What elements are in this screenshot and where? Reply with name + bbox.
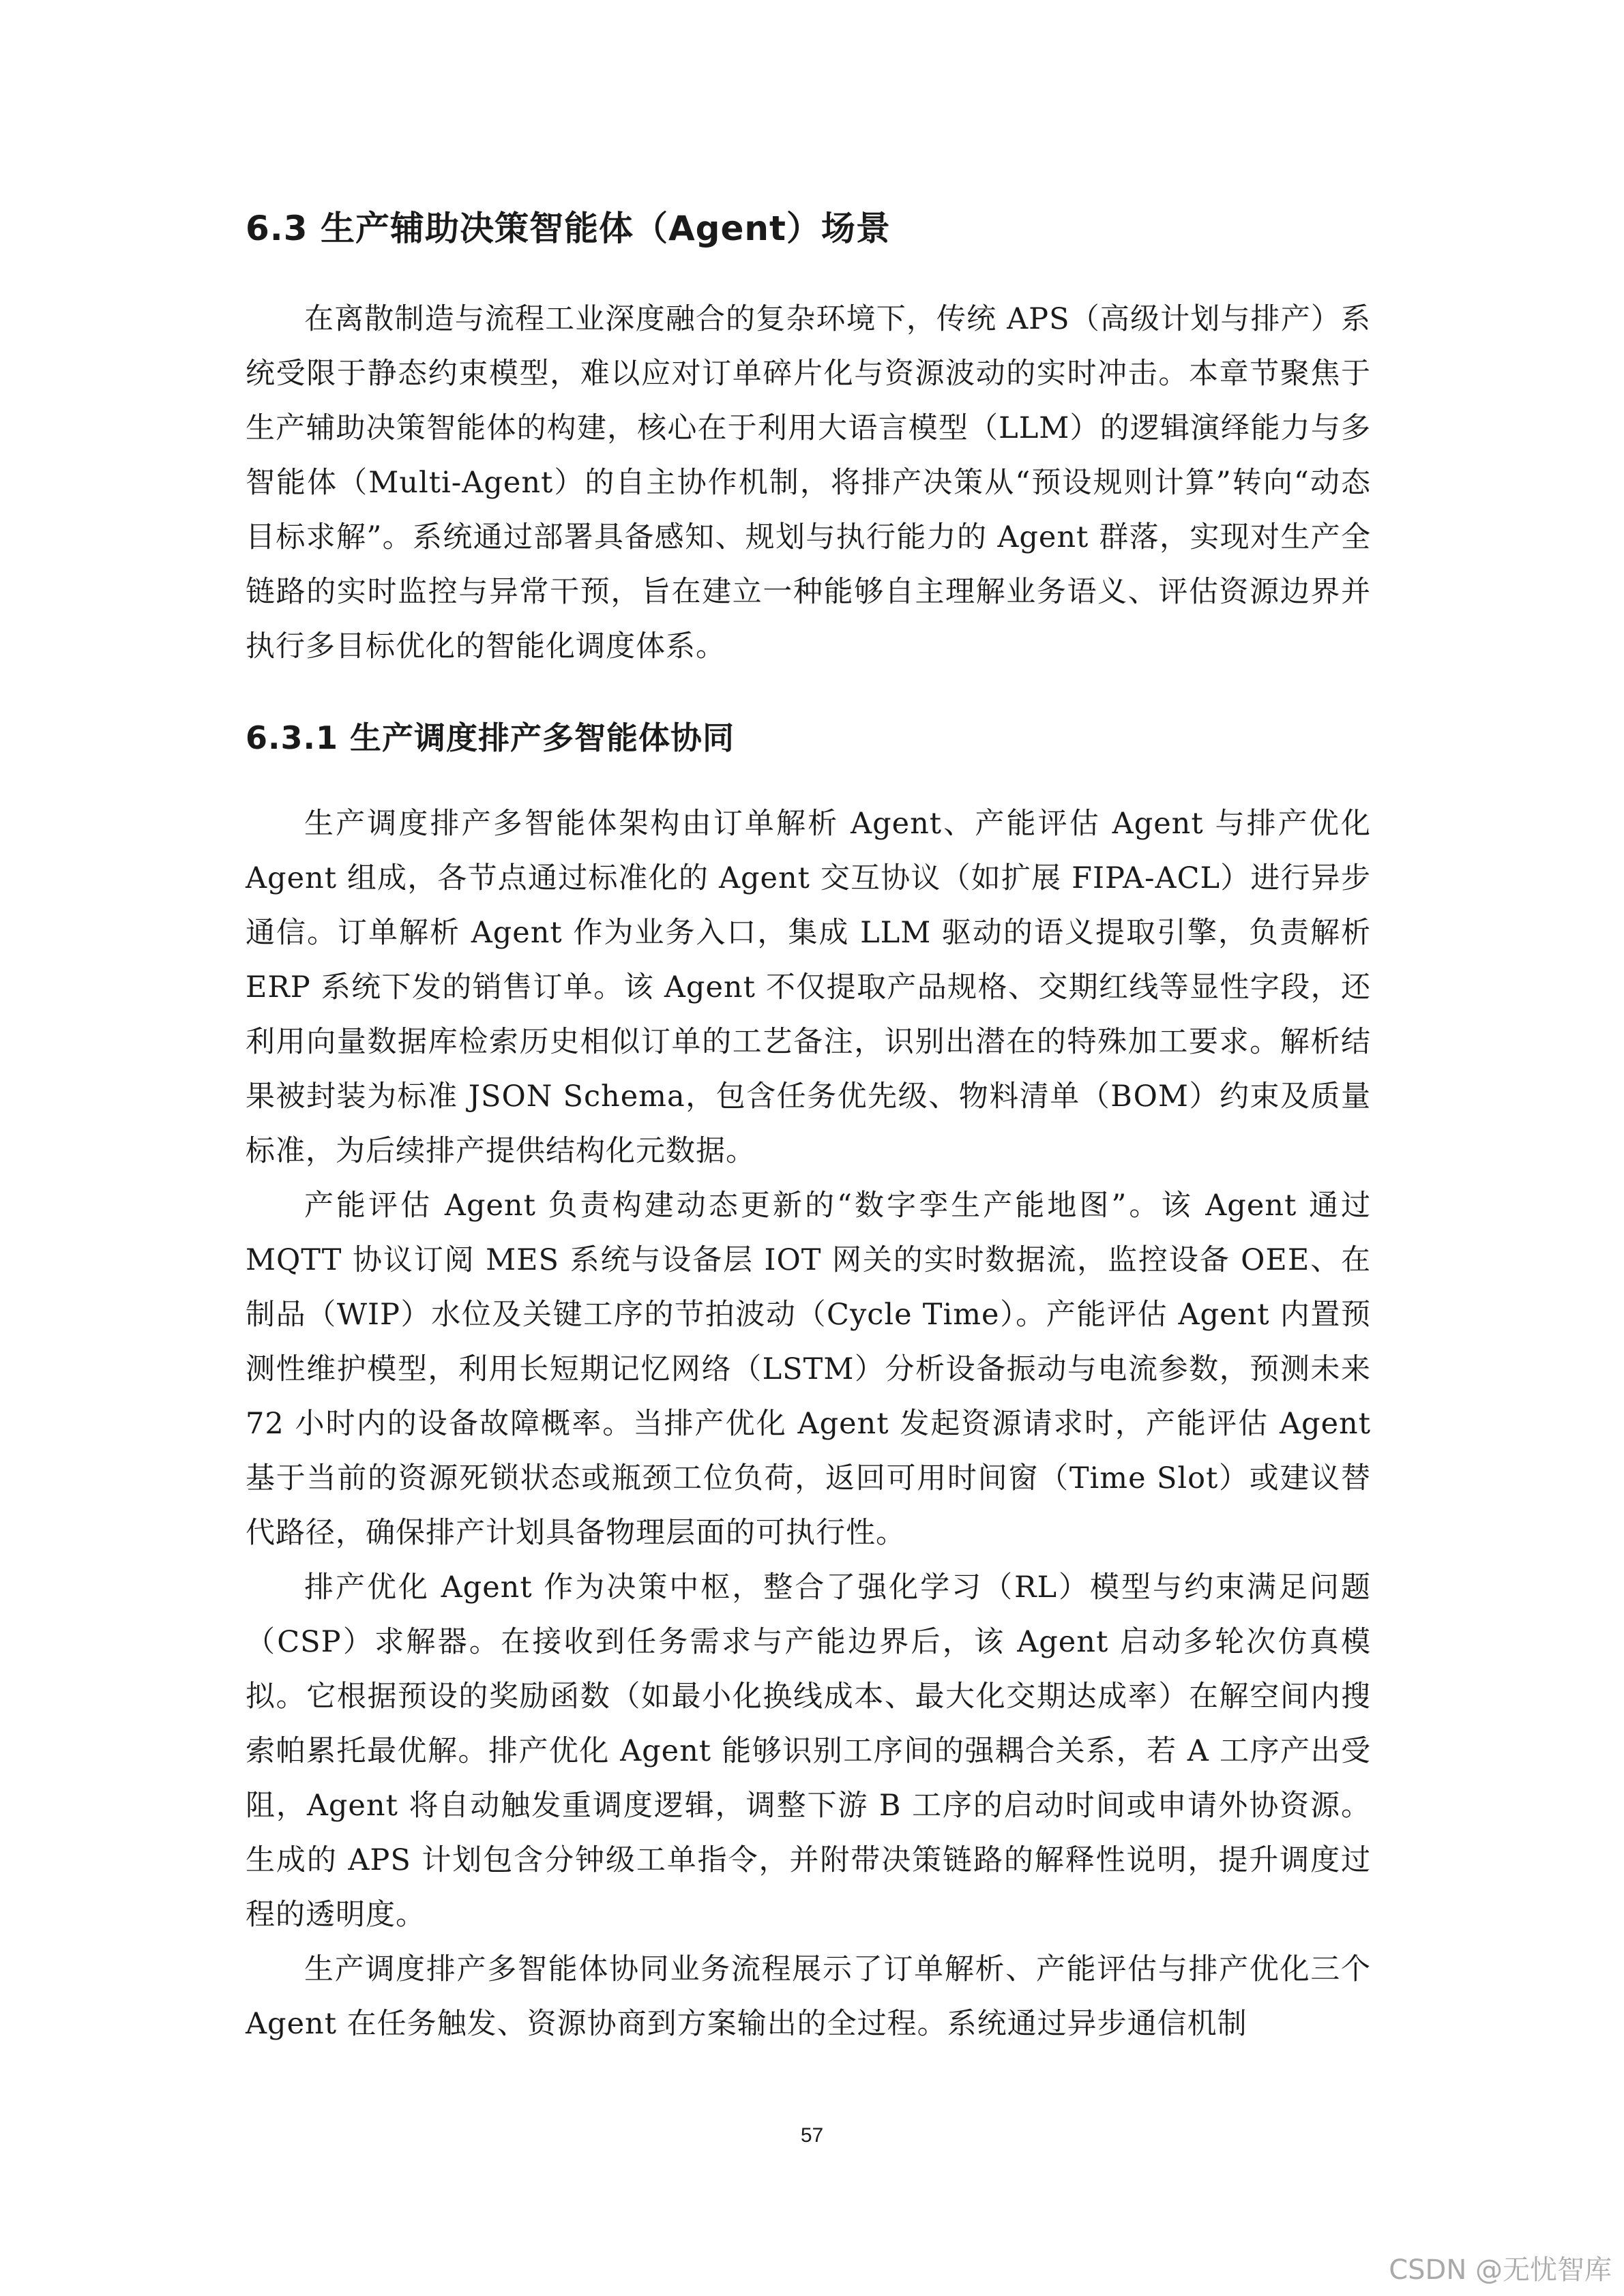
- watermark: CSDN @无忧智库: [1389, 2254, 1612, 2286]
- page-content: [246, 205, 1371, 2051]
- body-paragraph: 生产调度排产多智能体架构由订单解析 Agent、产能评估 Agent 与排产优化 Agent 组成，各节点通过标准化的 Agent 交互协议（如扩展 FIPA-ACL）进行异步通信。订单解析 Agent 作为业务入口，集成 LLM 驱动的语义提取引擎，负责解析 ERP 系统下发的销售订单。该 Agent 不仅提取产品规格、交期红线等显性字段，还利用向量数据库检索历史相似订单的工艺备注，识别出潜在的特殊加工要求。解析结果被封装为标准 JSON Schema，包含任务优先级、物料清单（BOM）约束及质量标准，为后续排产提供结构化元数据。: [246, 807, 1371, 1168]
- page-number: 57: [800, 2124, 824, 2147]
- body-paragraph: 产能评估 Agent 负责构建动态更新的“数字孪生产能地图”。该 Agent 通过 MQTT 协议订阅 MES 系统与设备层 IOT 网关的实时数据流，监控设备 OEE、在制品（WIP）水位及关键工序的节拍波动（Cycle Time）。产能评估 Agent 内置预测性维护模型，利用长短期记忆网络（LSTM）分析设备振动与电流参数，预测未来 72 小时内的设备故障概率。当排产优化 Agent 发起资源请求时，产能评估 Agent 基于当前的资源死锁状态或瓶颈工位负荷，返回可用时间窗（Time Slot）或建议替代路径，确保排产计划具备物理层面的可执行性。: [246, 1189, 1371, 1550]
- body-paragraph: 生产调度排产多智能体协同业务流程展示了订单解析、产能评估与排产优化三个 Agent 在任务触发、资源协商到方案输出的全过程。系统通过异步通信机制: [246, 1952, 1371, 2041]
- subsection-title: 6.3.1 生产调度排产多智能体协同: [246, 719, 735, 756]
- body-paragraph: 排产优化 Agent 作为决策中枢，整合了强化学习（RL）模型与约束满足问题（CSP）求解器。在接收到任务需求与产能边界后，该 Agent 启动多轮次仿真模拟。它根据预设的奖励函数（如最小化换线成本、最大化交期达成率）在解空间内搜索帕累托最优解。排产优化 Agent 能够识别工序间的强耦合关系，若 A 工序产出受阻，Agent 将自动触发重调度逻辑，调整下游 B 工序的启动时间或申请外协资源。生成的 APS 计划包含分钟级工单指令，并附带决策链路的解释性说明，提升调度过程的透明度。: [246, 1570, 1371, 1932]
- section-intro-paragraph: 在离散制造与流程工业深度融合的复杂环境下，传统 APS（高级计划与排产）系统受限于静态约束模型，难以应对订单碎片化与资源波动的实时冲击。本章节聚焦于生产辅助决策智能体的构建，核心在于利用大语言模型（LLM）的逻辑演绎能力与多智能体（Multi-Agent）的自主协作机制，将排产决策从“预设规则计算”转向“动态目标求解”。系统通过部署具备感知、规划与执行能力的 Agent 群落，实现对生产全链路的实时监控与异常干预，旨在建立一种能够自主理解业务语义、评估资源边界并执行多目标优化的智能化调度体系。: [246, 302, 1371, 664]
- section-title: 6.3 生产辅助决策智能体（Agent）场景: [246, 209, 891, 248]
